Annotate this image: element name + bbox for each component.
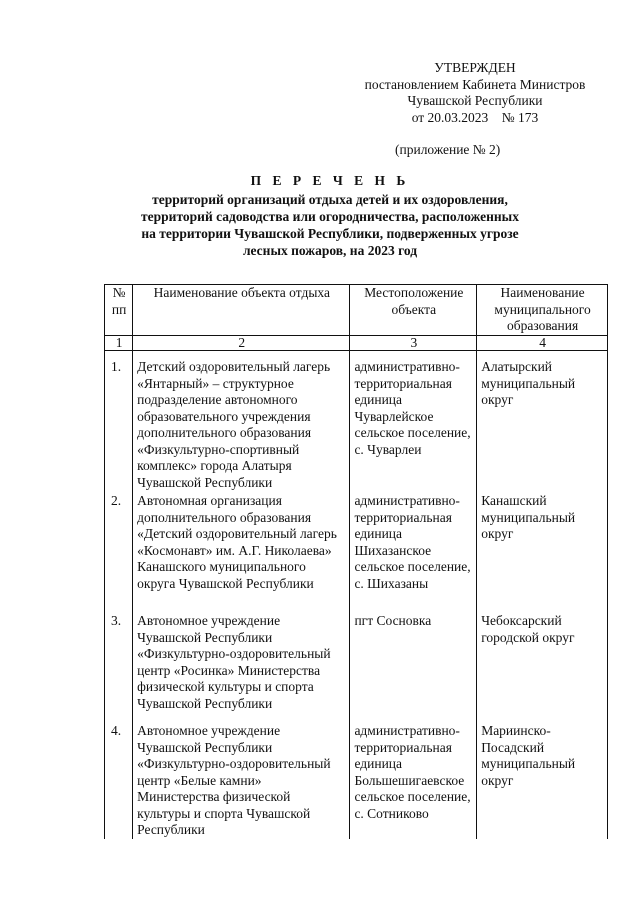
row-name: Детский оздоровительный лагерь «Янтарный» – структурное подразделение автономного образовательного учреждения дополнительного образования «Физкультурно-спортивный комплекс» города Алатыря Чувашской Республики bbox=[133, 351, 350, 494]
heading-line-2: территорий садоводства или огородничества, расположенных bbox=[141, 209, 519, 224]
header-municipality: Наименование муниципального образования bbox=[477, 285, 608, 336]
column-number-row bbox=[105, 336, 608, 351]
approval-block bbox=[330, 60, 620, 126]
territories-table bbox=[104, 284, 608, 839]
row-municipality: Алатырский муниципальный округ bbox=[477, 351, 608, 494]
heading-line-1: территорий организаций отдыха детей и их оздоровления, bbox=[152, 192, 508, 207]
approval-authority: постановлением Кабинета Министров bbox=[364, 76, 586, 92]
appendix-label: (приложение № 2) bbox=[395, 142, 501, 157]
document-title: П Е Р Е Ч Е Н Ь bbox=[250, 173, 410, 188]
row-name: Автономное учреждение Чувашской Республики «Физкультурно-оздоровительный центр «Росинка» Министерства физической культуры и спорта Чувашской Республики bbox=[133, 613, 350, 723]
document-heading bbox=[100, 172, 560, 259]
row-municipality: Канашский муниципальный округ bbox=[477, 493, 608, 613]
row-location: административно-территориальная единица Шихазанское сельское поселение, с. Шихазаны bbox=[350, 493, 477, 613]
table-row bbox=[105, 493, 608, 613]
column-number: 2 bbox=[133, 336, 350, 351]
row-name: Автономная организация дополнительного образования «Детский оздоровительный лагерь «Космонавт» им. А.Г. Николаева» Канашского муниципального округа Чувашской Республики bbox=[133, 493, 350, 613]
approval-republic: Чувашской Республики bbox=[407, 93, 543, 108]
row-location: административно-территориальная единица Большешигаевское сельское поселение, с. Сотниково bbox=[350, 723, 477, 839]
column-number: 4 bbox=[477, 336, 608, 351]
column-number: 3 bbox=[350, 336, 477, 351]
row-municipality: Чебоксарский городской округ bbox=[477, 613, 608, 723]
approval-status: УТВЕРЖДЕН bbox=[434, 60, 516, 75]
row-location: административно-территориальная единица Чуварлейское сельское поселение, с. Чуварлеи bbox=[350, 351, 477, 494]
header-num: № пп bbox=[105, 285, 133, 336]
heading-line-3: на территории Чувашской Республики, подверженных угрозе bbox=[141, 226, 519, 241]
row-num: 4. bbox=[105, 723, 133, 839]
row-num: 3. bbox=[105, 613, 133, 723]
table-row bbox=[105, 613, 608, 723]
table-row bbox=[105, 723, 608, 839]
heading-line-4: лесных пожаров, на 2023 год bbox=[242, 243, 418, 258]
approval-date-number: от 20.03.2023 № 173 bbox=[411, 109, 539, 125]
row-num: 1. bbox=[105, 351, 133, 494]
row-location: пгт Сосновка bbox=[350, 613, 477, 723]
header-name: Наименование объекта отдыха bbox=[133, 285, 350, 336]
row-num: 2. bbox=[105, 493, 133, 613]
header-location: Местоположение объекта bbox=[350, 285, 477, 336]
row-name: Автономное учреждение Чувашской Республики «Физкультурно-оздоровительный центр «Белые камни» Министерства физической культуры и спорта Чувашской Республики bbox=[133, 723, 350, 839]
table-row bbox=[105, 351, 608, 494]
table-header-row bbox=[105, 285, 608, 336]
row-municipality: Мариинско-Посадский муниципальный округ bbox=[477, 723, 608, 839]
column-number: 1 bbox=[105, 336, 133, 351]
